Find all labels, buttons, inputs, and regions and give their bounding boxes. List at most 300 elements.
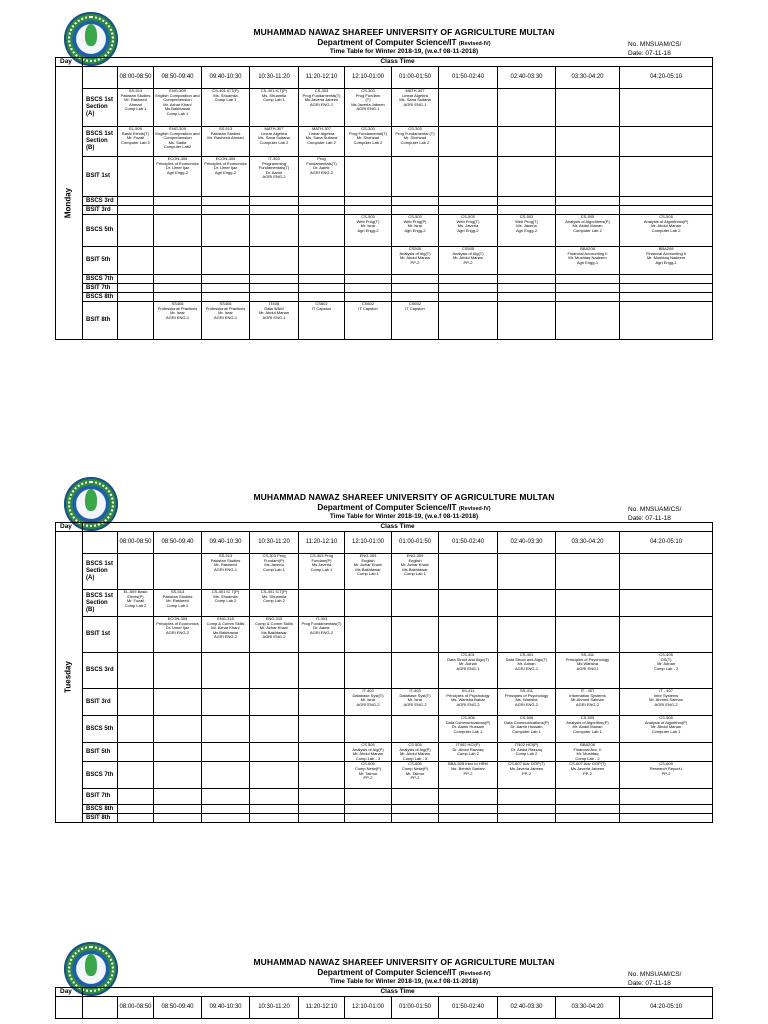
class-session-cell (154, 206, 202, 215)
program-row (56, 206, 713, 215)
time-slot-header: 01:50-02:40 (439, 532, 498, 554)
class-session-cell (498, 814, 556, 823)
class-session-cell (202, 247, 250, 275)
class-session-cell (345, 247, 392, 275)
class-session-cell (498, 689, 556, 716)
class-session-cell (250, 805, 299, 814)
class-session-text: ECON-309 Principles of Economics Dr. Umer Ijaz AGRI ENG-2 (156, 616, 199, 635)
table-header-row (56, 523, 713, 532)
class-session-text: SS-513 Pakistan Studies Mr. Rasheed AGRI ENG-1 (210, 553, 241, 572)
class-session-cell (439, 814, 498, 823)
class-session-cell (299, 215, 345, 247)
time-slot-header: 03:30-04:20 (556, 67, 620, 89)
class-session-cell (556, 554, 620, 590)
class-session-cell (299, 127, 345, 157)
class-session-cell (498, 617, 556, 653)
class-session-cell (154, 814, 202, 823)
time-slot-header: 10:30-11:20 (250, 997, 299, 1019)
class-session-cell (392, 206, 439, 215)
class-session-cell (392, 716, 439, 743)
time-slot-header: 11:20-12:10 (299, 67, 345, 89)
class-session-text: CS-303 Prog Fundam(P) Ms.Javeria Comp Lab 1 (309, 553, 334, 572)
class-session-text: EL-509 Basic Elects(P) Mr. Fuzail Comp Lab 2 (123, 589, 148, 608)
class-session-cell (118, 814, 154, 823)
class-session-cell (202, 127, 250, 157)
class-session-text: ECON-309 Principles of Economics Dr. Umer Ijaz Agri Engg-2 (204, 156, 247, 175)
class-session-cell (439, 293, 498, 302)
class-session-cell (498, 157, 556, 197)
class-session-cell (250, 206, 299, 215)
class-session-cell (556, 275, 620, 284)
class-session-cell (154, 743, 202, 762)
class-session-cell (620, 284, 713, 293)
class-session-cell (202, 302, 250, 340)
class-session-cell (392, 89, 439, 127)
class-session-cell (299, 617, 345, 653)
class-session-cell (620, 197, 713, 206)
page-header (194, 27, 614, 55)
program-header-cell (83, 997, 118, 1019)
class-session-text: IT-303 Prog Fundamentals(T) Dr. Aamir AGRI ENG-2 (301, 616, 342, 635)
class-session-cell (556, 197, 620, 206)
class-session-cell (345, 293, 392, 302)
class-session-cell (299, 653, 345, 689)
class-session-cell (439, 762, 498, 789)
class-session-cell (620, 293, 713, 302)
class-session-cell (498, 89, 556, 127)
time-slot-header: 04:20-05:10 (620, 67, 713, 89)
department-title (194, 503, 614, 512)
class-session-cell (299, 89, 345, 127)
class-session-cell (118, 805, 154, 814)
class-session-cell (392, 762, 439, 789)
class-session-cell (556, 284, 620, 293)
class-session-cell (345, 554, 392, 590)
class-session-cell (620, 689, 713, 716)
reference-info (628, 970, 681, 988)
class-session-cell (498, 789, 556, 805)
class-session-text: CS 505 Analysis of Alg(P) Mr. Abdul Manan Comp Lab - 3 (399, 742, 431, 761)
class-session-cell (299, 284, 345, 293)
program-name: BSIT 8th (83, 814, 118, 823)
class-session-cell (250, 590, 299, 617)
program-name: BSCS 1st Section (B) (83, 127, 118, 157)
class-session-text: IT-403 Database Syst(T) Mr. Israr AGRI ENG-2 (399, 688, 431, 707)
table-header-row (56, 988, 713, 997)
class-session-text: IT408 Data W&M Mr. Abdul Manan AGRI ENG-1 (258, 301, 290, 320)
page-header (194, 957, 614, 985)
class-session-cell (299, 197, 345, 206)
time-slot-header: 01:00-01:50 (392, 532, 439, 554)
time-slot-header: 08:00-08:50 (118, 532, 154, 554)
class-session-cell (439, 805, 498, 814)
class-session-cell (345, 127, 392, 157)
class-session-cell (118, 762, 154, 789)
class-session-cell (439, 302, 498, 340)
program-name: BSCS 1st Section (B) (83, 590, 118, 617)
day-cell (56, 997, 83, 1019)
class-session-cell (556, 206, 620, 215)
class-session-cell (620, 89, 713, 127)
class-session-cell (299, 805, 345, 814)
class-session-text: Prog Fundamentals(T) Dr. Aamir AGRI ENG-2 (306, 156, 337, 175)
class-session-cell (202, 590, 250, 617)
table-header-row (56, 58, 713, 67)
class-session-cell (345, 805, 392, 814)
class-session-cell (439, 689, 498, 716)
class-session-cell (345, 284, 392, 293)
time-slot-header: 02:40-03:30 (498, 67, 556, 89)
class-session-cell (250, 302, 299, 340)
class-session-cell (202, 284, 250, 293)
program-name: BSCS 3rd (83, 197, 118, 206)
class-session-cell (202, 814, 250, 823)
class-session-cell (620, 743, 713, 762)
class-session-cell (299, 302, 345, 340)
class-session-cell (118, 293, 154, 302)
class-session-cell (202, 89, 250, 127)
class-session-cell (556, 762, 620, 789)
class-session-text: ENG-309 English Composition and Comprehension Mr. Azhar Khan/ Ms.Bakhtawar Comp Lab 1 (155, 88, 200, 116)
time-slot-header: 10:30-11:20 (250, 67, 299, 89)
class-session-text: CS-303 Prog Fundamental (T) Mr. Shehzad Computer Lab 2 (395, 126, 435, 145)
class-session-cell (299, 275, 345, 284)
class-session-cell (498, 215, 556, 247)
class-session-cell (345, 762, 392, 789)
class-session-cell (154, 284, 202, 293)
class-session-cell (202, 554, 250, 590)
time-slot-header: 01:50-02:40 (439, 997, 498, 1019)
class-session-cell (556, 653, 620, 689)
class-session-cell (154, 247, 202, 275)
class-session-cell (118, 554, 154, 590)
class-session-text: CS602 IT Capston (311, 301, 332, 311)
class-session-text: CS-503 Web Prog(T) Mr. Israr Agri Engg-2 (356, 214, 380, 233)
program-row (56, 805, 713, 814)
class-session-text: CS-505 Analysis of Algorithms(P) Mr. Abdul Manan Computer Lab 2 (643, 214, 689, 233)
class-session-cell (345, 89, 392, 127)
class-session-cell (118, 284, 154, 293)
class-session-cell (620, 716, 713, 743)
program-row (56, 762, 713, 789)
class-session-text: SS-513 Pakistan Studies Mr. Rasheed Ahmad Comp Lab 1 (120, 88, 151, 112)
program-name: BSCS 1st Section (A) (83, 554, 118, 590)
class-session-cell (498, 653, 556, 689)
class-session-cell (620, 554, 713, 590)
class-session-cell (250, 789, 299, 805)
class-session-cell (250, 247, 299, 275)
program-row (56, 293, 713, 302)
class-session-cell (556, 157, 620, 197)
class-session-cell (202, 689, 250, 716)
class-session-cell (250, 89, 299, 127)
class-session-cell (498, 743, 556, 762)
issue-date: Date: 07-11-18 (628, 515, 671, 522)
class-session-cell (118, 247, 154, 275)
time-slot-header: 12:10-01:00 (345, 997, 392, 1019)
time-slot-header: 11:20-12:10 (299, 997, 345, 1019)
day-column-header: Day (56, 58, 83, 67)
class-session-cell (439, 617, 498, 653)
time-slot-header: 04:20-05:10 (620, 997, 713, 1019)
class-session-text: CS-505 Analysis of Algorithm(P) Mr. Abdul Manan Computer Lab 1 (566, 715, 609, 734)
class-session-text: CS-303 Prog Fundamental(T) Ms.Javeria Jabeen AGRI ENG-1 (302, 88, 341, 107)
class-session-text: CS-605 Comp Netw(P) Mr. Taimur PP-2 (401, 761, 429, 781)
program-name: BSIT 1st (83, 157, 118, 197)
program-row (56, 743, 713, 762)
class-session-cell (345, 814, 392, 823)
time-slot-header: 08:50-09:40 (154, 997, 202, 1019)
class-session-cell (498, 275, 556, 284)
program-name: BSIT 3rd (83, 206, 118, 215)
class-session-text: BBA-308 Intro to HRM Ms. Benish Sarfarz PP-2 (448, 761, 488, 776)
class-session-text: BBA208 Financial Accounting II Mr. Mushtaq Nadeem Agri Engg-1 (567, 246, 608, 265)
class-session-cell (392, 215, 439, 247)
class-session-text: MATH-307 Linear Algebra Ms. Sana Sultana AGRI ENG-1 (399, 88, 431, 107)
class-session-cell (250, 716, 299, 743)
timetable-grid (55, 57, 713, 340)
class-session-cell (345, 302, 392, 340)
class-session-cell (299, 762, 345, 789)
class-session-text: CS-506 Data Communications(P) Dr. Aamir Hussain Computer Lab 1 (445, 715, 491, 734)
class-session-cell (118, 617, 154, 653)
class-session-cell (620, 762, 713, 789)
department-title (194, 38, 614, 47)
class-session-text: ENG-309 English Composition and Comprehension Ms. Sadia Computer Lab2 (155, 126, 200, 150)
time-slot-header: 04:20-05:10 (620, 532, 713, 554)
class-session-cell (439, 89, 498, 127)
program-row (56, 127, 713, 157)
class-session-cell (118, 157, 154, 197)
class-session-cell (392, 247, 439, 275)
class-session-text: CS-609 Research Report-I PP-2 (649, 761, 683, 776)
class-session-cell (118, 716, 154, 743)
class-session-text: CS505 Analysis of Alg(T) Mr. Abdul Manan PP-2 (452, 246, 484, 265)
class-session-cell (620, 302, 713, 340)
class-session-cell (202, 293, 250, 302)
class-session-cell (392, 284, 439, 293)
class-session-cell (498, 247, 556, 275)
class-session-cell (392, 653, 439, 689)
class-session-text: CS-607 Adv OOP(T) Ms.Javeria Jabeen PP-2 (569, 761, 606, 776)
program-row (56, 554, 713, 590)
class-session-cell (250, 689, 299, 716)
class-session-cell (118, 197, 154, 206)
department-name: Department of Computer Science/IT (317, 968, 457, 977)
class-session-cell (392, 743, 439, 762)
class-session-cell (299, 554, 345, 590)
class-session-cell (118, 590, 154, 617)
university-name: MUHAMMAD NAWAZ SHAREEF UNIVERSITY OF AGRICULTURE MULTAN (253, 27, 555, 37)
class-session-cell (439, 789, 498, 805)
page-header (194, 492, 614, 520)
class-session-text: CS-605 Comp Netw(P) Mr. Taimur PP-2 (354, 761, 382, 781)
program-name: BSCS 5th (83, 215, 118, 247)
class-session-text: ECON-309 Principles of Economics Dr. Umer Ijaz Agri Engg-2 (156, 156, 199, 175)
program-header-cell (83, 67, 118, 89)
program-row (56, 275, 713, 284)
class-session-cell (392, 814, 439, 823)
class-session-cell (345, 743, 392, 762)
class-session-text: CS-401 Data Struct and Algo(T) Mr. Adnan AGRI ENG-1 (447, 652, 489, 671)
class-session-cell (154, 89, 202, 127)
class-session-cell (250, 814, 299, 823)
class-session-cell (392, 789, 439, 805)
class-session-cell (556, 215, 620, 247)
class-session-cell (202, 805, 250, 814)
class-session-cell (202, 215, 250, 247)
class-session-cell (118, 689, 154, 716)
program-name: BSCS 7th (83, 275, 118, 284)
class-session-cell (345, 789, 392, 805)
class-session-text: CS-303 Prog Fundamental(T) Mr. Shehzad Computer Lab 2 (348, 126, 387, 145)
time-slot-header: 02:40-03:30 (498, 997, 556, 1019)
class-session-cell (345, 197, 392, 206)
program-row (56, 215, 713, 247)
program-header-cell (83, 532, 118, 554)
timetable-title: Time Table for Winter 2018-19, (w.e.f 08-11-2018) (329, 48, 479, 55)
class-session-cell (250, 284, 299, 293)
program-row (56, 247, 713, 275)
day-column-header: Day (56, 988, 83, 997)
class-session-text: BBA208 Financial Acc. II Mr. Mushtaq Comp Lab - 2 (573, 742, 602, 761)
time-slot-header: 03:30-04:20 (556, 997, 620, 1019)
class-session-cell (154, 789, 202, 805)
time-slot-header: 08:00-08:50 (118, 997, 154, 1019)
program-row (56, 284, 713, 293)
class-session-cell (118, 275, 154, 284)
class-session-cell (392, 157, 439, 197)
class-session-text: CS-505 Analysis of Algorithms(P) Mr. Abdul Manan Computer Lab 2 (565, 214, 610, 233)
class-session-cell (392, 127, 439, 157)
program-name: BSIT 8th (83, 302, 118, 340)
class-session-cell (154, 554, 202, 590)
time-slot-header: 01:00-01:50 (392, 67, 439, 89)
class-session-cell (392, 805, 439, 814)
plant-icon (85, 954, 97, 976)
class-session-text: SS-513 Pakistan Studies Mr. Rasheed Comp Lab 2 (162, 589, 193, 608)
time-slot-header: 12:10-01:00 (345, 532, 392, 554)
day-label: Tuesday (63, 661, 73, 694)
class-session-cell (154, 275, 202, 284)
class-session-text: ENG-309 English Mr. Azhar Khan/ Ms.Bakhtawar Comp Lab 1 (400, 553, 430, 577)
class-session-cell (392, 617, 439, 653)
class-session-text: CS602 IT Capston (358, 301, 378, 311)
program-row (56, 689, 713, 716)
class-session-text: CS-607 Adv OOP(T) Ms.Javeria Jabeen PP-2 (508, 761, 545, 776)
class-session-cell (620, 127, 713, 157)
department-name: Department of Computer Science/IT (317, 503, 457, 512)
class-session-cell (118, 302, 154, 340)
class-session-cell (250, 617, 299, 653)
class-session-cell (620, 805, 713, 814)
class-session-cell (556, 805, 620, 814)
class-session-cell (556, 590, 620, 617)
class-session-cell (299, 206, 345, 215)
time-slot-header: 09:40-10:30 (202, 997, 250, 1019)
class-session-cell (620, 215, 713, 247)
class-session-cell (299, 716, 345, 743)
class-session-cell (154, 197, 202, 206)
class-session-cell (154, 653, 202, 689)
program-name: BSCS 5th (83, 716, 118, 743)
class-session-cell (498, 762, 556, 789)
time-slot-header: 01:00-01:50 (392, 997, 439, 1019)
class-session-text: SS-513 Pakistan Studies Mr. Rasheed Ahmad (207, 126, 244, 141)
class-session-cell (345, 206, 392, 215)
class-time-header: Class Time (83, 988, 713, 997)
class-session-cell (154, 293, 202, 302)
class-session-text: ENG-309 English Mr. Azhar Khan/ Ms.Bakhtawar Comp Lab 1 (353, 553, 383, 577)
class-session-cell (154, 762, 202, 789)
class-session-cell (202, 789, 250, 805)
day-cell (56, 532, 83, 823)
program-row (56, 814, 713, 823)
program-row (56, 157, 713, 197)
class-session-cell (439, 127, 498, 157)
time-slot-header: 11:20-12:10 (299, 532, 345, 554)
class-session-cell (202, 206, 250, 215)
university-name: MUHAMMAD NAWAZ SHAREEF UNIVERSITY OF AGRICULTURE MULTAN (253, 492, 555, 502)
class-session-cell (250, 762, 299, 789)
reference-number: No. MNSUAM/CS/ (628, 971, 682, 978)
class-session-cell (154, 716, 202, 743)
class-session-text: ENG-315 Comp & Comm Skills Mr. Azhar Khan/ Ms.Bakhtawar AGRI ENG-2 (255, 616, 293, 640)
class-session-cell (556, 789, 620, 805)
class-session-cell (299, 814, 345, 823)
class-session-cell (498, 197, 556, 206)
time-slot-header: 03:30-04:20 (556, 532, 620, 554)
class-session-cell (250, 127, 299, 157)
timetable-grid (55, 987, 713, 1019)
program-name: BSIT 7th (83, 789, 118, 805)
program-name: BSCS 8th (83, 293, 118, 302)
class-session-text: IT402 HCI(P) Dr. Abdul Razzaq Comp Lab 2 (452, 742, 484, 757)
class-session-cell (498, 716, 556, 743)
class-session-cell (345, 590, 392, 617)
class-session-cell (556, 814, 620, 823)
class-session-cell (556, 302, 620, 340)
class-session-text: IT - 407 Information Systems Mr.Ahmed Salman AGRI ENG-2 (569, 688, 606, 707)
class-session-text: CS-303 Prog Fundam(P) Ms.Javeria Comp Lab 1 (262, 553, 286, 572)
issue-date: Date: 07-11-18 (628, 50, 671, 57)
program-row (56, 302, 713, 340)
class-session-cell (154, 302, 202, 340)
class-session-cell (439, 197, 498, 206)
program-name: BSCS 1st Section (A) (83, 89, 118, 127)
class-session-cell (250, 554, 299, 590)
class-session-cell (250, 743, 299, 762)
timetable-page (0, 942, 768, 1024)
class-session-cell (250, 293, 299, 302)
class-session-cell (250, 157, 299, 197)
class-session-cell (118, 743, 154, 762)
class-session-text: IT-303 Programming Fundamentals(T) Dr. Aamir AGRI ENG-2 (258, 156, 290, 180)
class-session-cell (620, 206, 713, 215)
class-session-cell (154, 805, 202, 814)
class-session-cell (556, 247, 620, 275)
class-session-text: SS406 Professional Practices Mr. Israr AGRI ENG-1 (157, 301, 198, 320)
program-name: BSCS 8th (83, 805, 118, 814)
revision-tag: (Revised-IV) (458, 971, 491, 977)
revision-tag: (Revised-IV) (458, 41, 491, 47)
class-session-cell (345, 689, 392, 716)
class-session-cell (250, 215, 299, 247)
class-session-cell (620, 814, 713, 823)
time-slot-header: 10:30-11:20 (250, 532, 299, 554)
time-slot-header: 09:40-10:30 (202, 67, 250, 89)
reference-number: No. MNSUAM/CS/ (628, 41, 682, 48)
